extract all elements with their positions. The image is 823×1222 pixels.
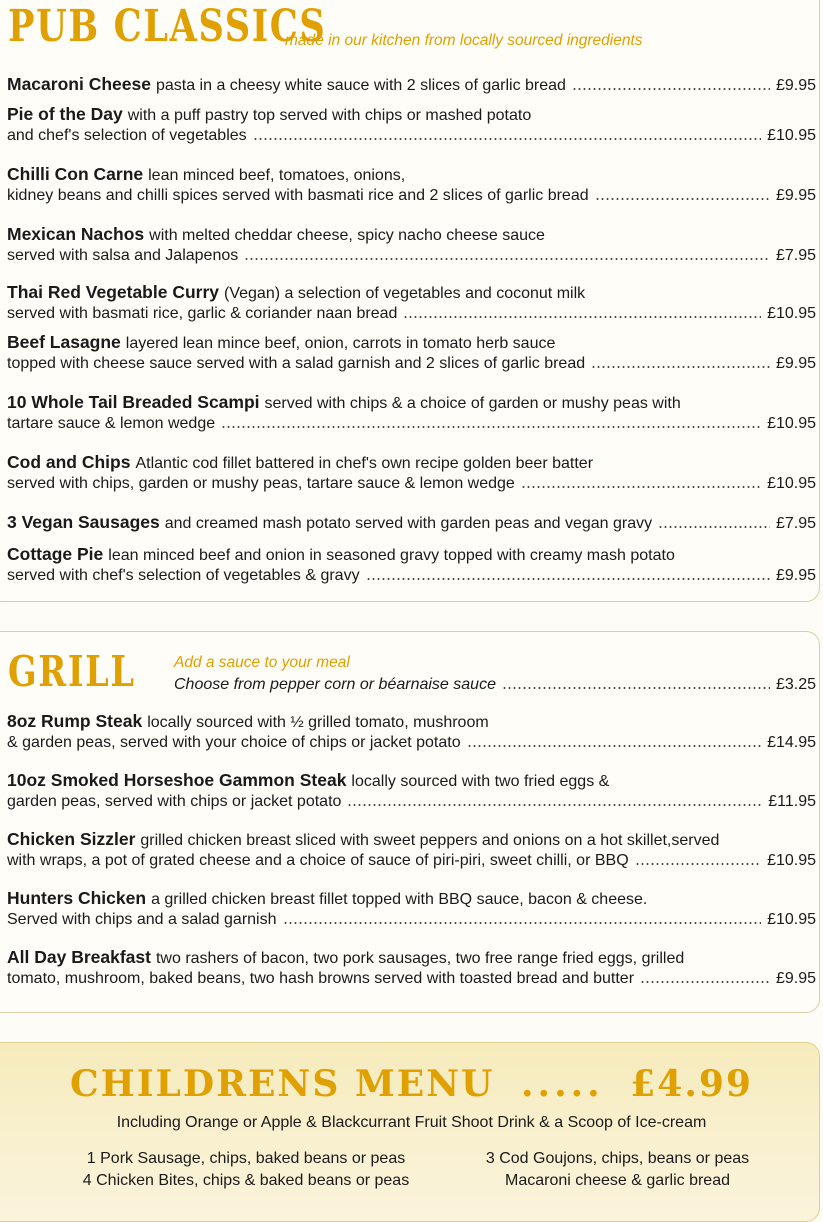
dot-leader (591, 365, 770, 369)
grill-title: GRILL (8, 647, 136, 696)
menu-item-line (7, 475, 816, 493)
menu-item-line (7, 282, 816, 303)
childrens-menu-header (0, 1063, 823, 1105)
menu-item-description: kidney beans and chilli spices served with basmati rice and 2 slices of garlic bread (7, 187, 589, 204)
menu-item-description: & garden peas, served with your choice of chips or jacket potato (7, 734, 461, 751)
menu-item-description: pasta in a cheesy white sauce with 2 slices of garlic bread (155, 77, 566, 94)
menu-item-line (7, 829, 816, 850)
menu-item-description: grilled chicken breast sliced with sweet peppers and onions on a hot skillet,served (140, 832, 720, 849)
menu-item-line (7, 793, 816, 811)
menu-item-price: £10.95 (767, 911, 816, 928)
menu-item-line (7, 911, 816, 929)
childrens-option: 3 Cod Goujons, chips, beans or peas (485, 1150, 750, 1167)
dot-leader (253, 137, 761, 141)
menu-item-name: 3 Vegan Sausages (7, 512, 160, 532)
menu-item-price: £14.95 (767, 734, 816, 751)
menu-item-line (7, 770, 816, 791)
menu-item-name: 8oz Rump Steak (7, 711, 143, 731)
menu-item-line (7, 247, 816, 265)
menu-item-line (7, 452, 816, 473)
pub-classics-title: PUB CLASSICS (8, 1, 327, 52)
menu-item-name: All Day Breakfast (7, 947, 151, 967)
menu-item-name: Beef Lasagne (7, 332, 121, 352)
menu-item-name: 10oz Smoked Horseshoe Gammon Steak (7, 770, 347, 790)
pub-classics-tagline: made in our kitchen from locally sourced ingredients (285, 32, 643, 49)
childrens-option: 1 Pork Sausage, chips, baked beans or peas (86, 1150, 406, 1167)
menu-item-description: served with chef's selection of vegetables & gravy (7, 567, 360, 584)
menu-item-name: Thai Red Vegetable Curry (7, 282, 220, 302)
menu-item-price: £9.95 (775, 355, 816, 372)
menu-item-price: £11.95 (768, 793, 816, 810)
menu-item-line (7, 305, 816, 323)
childrens-menu-price: £4.99 (630, 1063, 753, 1105)
menu-item-price: £9.95 (775, 970, 816, 987)
menu-item-description: and creamed mash potato served with garden peas and vegan gravy (164, 515, 653, 532)
menu-item-line (7, 567, 816, 585)
childrens-menu-includes: Including Orange or Apple & Blackcurrant Fruit Shoot Drink & a Scoop of Ice-cream (116, 1114, 707, 1131)
childrens-menu-dots: ..... (521, 1063, 604, 1105)
menu-item-description: Served with chips and a salad garnish (7, 911, 277, 928)
menu-item-description: with wraps, a pot of grated cheese and a choice of sauce of piri-piri, sweet chilli, or BBQ (7, 852, 629, 869)
menu-item-description: with a puff pastry top served with chips or mashed potato (127, 107, 532, 124)
menu-item-description: tartare sauce & lemon wedge (7, 415, 216, 432)
menu-item-description: tomato, mushroom, baked beans, two hash browns served with toasted bread and butter (7, 970, 635, 987)
menu-item-description: served with chips & a choice of garden or mushy peas with (264, 395, 681, 412)
menu-item-line (7, 164, 816, 185)
menu-item-description: topped with cheese sauce served with a salad garnish and 2 slices of garlic bread (7, 355, 586, 372)
menu-item-line (7, 734, 816, 752)
menu-item-price: £7.95 (775, 515, 816, 532)
menu-item-line (7, 888, 816, 909)
menu-item-description: served with salsa and Jalapenos (7, 247, 239, 264)
menu-item-name: Chilli Con Carne (7, 164, 144, 184)
menu-item-price: £10.95 (767, 127, 816, 144)
dot-leader (403, 315, 761, 319)
menu-item-name: Pie of the Day (7, 104, 123, 124)
menu-item-description: (Vegan) a selection of vegetables and coconut milk (224, 285, 586, 302)
menu-item-name: Cod and Chips (7, 452, 131, 472)
menu-item-description: served with basmati rice, garlic & coriander naan bread (7, 305, 398, 322)
menu-item-price: £10.95 (767, 852, 816, 869)
dot-leader (640, 980, 770, 984)
dot-leader (658, 525, 770, 529)
menu-item-line (7, 224, 816, 245)
menu-item-name: Hunters Chicken (7, 888, 147, 908)
dot-leader (502, 686, 770, 690)
menu-item-description: garden peas, served with chips or jacket potato (7, 793, 342, 810)
menu-item-line (7, 392, 816, 413)
menu-item-price: £10.95 (767, 475, 816, 492)
sauce-description: Choose from pepper corn or béarnaise sauce (174, 676, 496, 693)
menu-item-name: Mexican Nachos (7, 224, 145, 244)
dot-leader (347, 803, 762, 807)
menu-item-line (7, 74, 816, 95)
dot-leader (595, 197, 770, 201)
childrens-menu-title: CHILDRENS MENU (70, 1063, 495, 1105)
menu-item-line (7, 947, 816, 968)
menu-item-line (7, 127, 816, 145)
menu-item-description: and chef's selection of vegetables (7, 127, 247, 144)
menu-item-description: Atlantic cod fillet battered in chef's own recipe golden beer batter (135, 455, 594, 472)
dot-leader (221, 425, 761, 429)
menu-item-line (7, 970, 816, 988)
dot-leader (521, 485, 761, 489)
menu-item-description: lean minced beef, tomatoes, onions, (148, 167, 406, 184)
menu-item-price: £7.95 (775, 247, 816, 264)
childrens-option: Macaroni cheese & garlic bread (504, 1172, 730, 1189)
menu-item-description: a grilled chicken breast fillet topped with BBQ sauce, bacon & cheese. (151, 891, 648, 908)
menu-item-price: £10.95 (767, 305, 816, 322)
menu-item-description: with melted cheddar cheese, spicy nacho cheese sauce (149, 227, 545, 244)
dot-leader (283, 921, 762, 925)
sauce-price: £3.25 (775, 676, 816, 693)
menu-item-line (7, 711, 816, 732)
menu-item-price: £9.95 (775, 567, 816, 584)
menu-item-line (7, 332, 816, 353)
menu-item-name: Cottage Pie (7, 544, 104, 564)
menu-item-name: Chicken Sizzler (7, 829, 136, 849)
menu-item-description: locally sourced with ½ grilled tomato, mushroom (147, 714, 489, 731)
sauce-option-row (174, 676, 816, 694)
menu-item-description: served with chips, garden or mushy peas, tartare sauce & lemon wedge (7, 475, 515, 492)
menu-item-line (7, 512, 816, 533)
childrens-option: 4 Chicken Bites, chips & baked beans or peas (82, 1172, 410, 1189)
menu-item-line (7, 415, 816, 433)
menu-item-description: locally sourced with two fried eggs & (351, 773, 610, 790)
dot-leader (244, 257, 770, 261)
menu-item-price: £10.95 (767, 415, 816, 432)
menu-item-name: Macaroni Cheese (7, 74, 151, 94)
menu-item-name: 10 Whole Tail Breaded Scampi (7, 392, 260, 412)
menu-item-description: layered lean mince beef, onion, carrots in tomato herb sauce (125, 335, 556, 352)
sauce-heading: Add a sauce to your meal (174, 654, 350, 671)
dot-leader (635, 862, 761, 866)
dot-leader (366, 577, 770, 581)
menu-item-line (7, 544, 816, 565)
menu-item-description: lean minced beef and onion in seasoned gravy topped with creamy mash potato (108, 547, 675, 564)
menu-item-line (7, 104, 816, 125)
menu-item-description: two rashers of bacon, two pork sausages, two free range fried eggs, grilled (155, 950, 685, 967)
menu-item-price: £9.95 (775, 77, 816, 94)
menu-item-line (7, 355, 816, 373)
menu-item-line (7, 852, 816, 870)
menu-item-line (7, 187, 816, 205)
dot-leader (467, 744, 761, 748)
dot-leader (572, 87, 770, 91)
menu-item-price: £9.95 (775, 187, 816, 204)
